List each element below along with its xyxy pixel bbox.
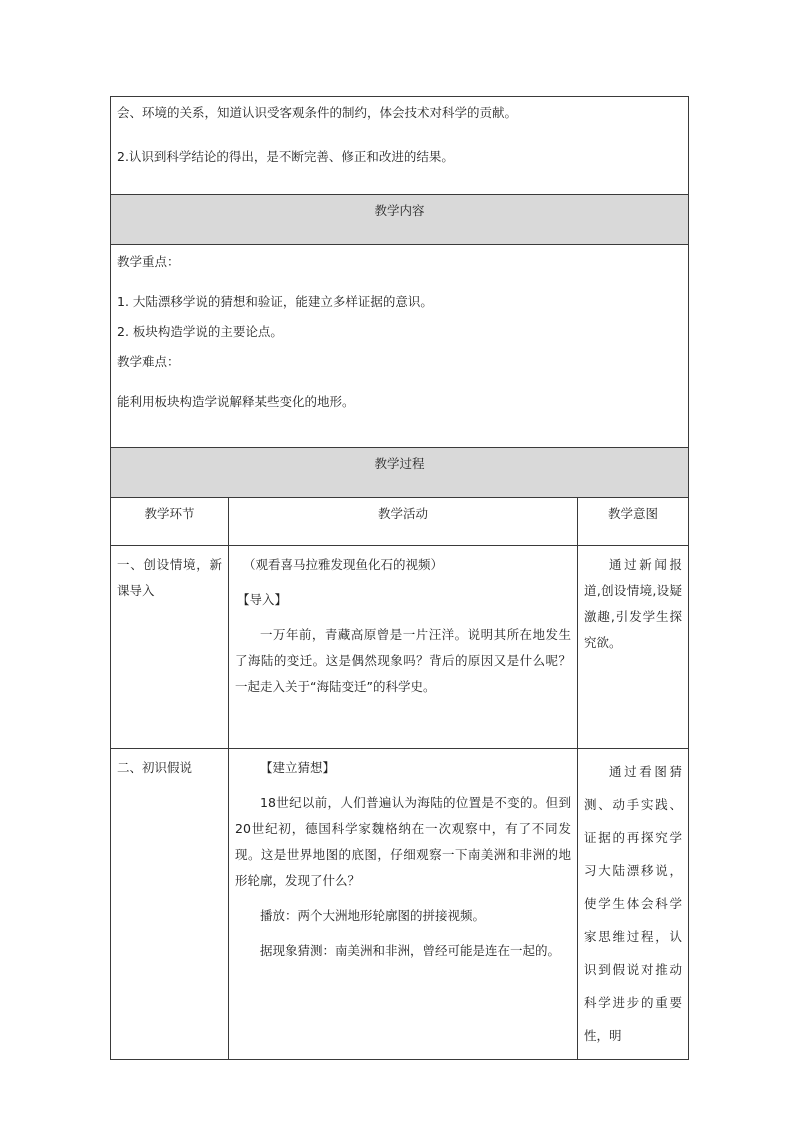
key-points-label: 教学重点：	[117, 254, 180, 269]
activity-1-line-1: （观看喜马拉雅发现鱼化石的视频）	[243, 557, 444, 572]
content-header: 教学内容	[111, 195, 689, 245]
goals-row	[111, 97, 689, 195]
key-point-1: 1. 大陆漂移学说的猜想和验证，能建立多样证据的意识。	[117, 294, 433, 309]
goals-line-1: 会、环境的关系，知道认识受客观条件的制约，体会技术对科学的贡献。	[117, 105, 518, 120]
activity-2-line-3: 播放：两个大洲地形轮廓图的拼接视频。	[260, 908, 486, 923]
stage-cell-2: 二、初识假说	[111, 749, 229, 1060]
process-header-row	[111, 448, 689, 498]
process-row-2	[111, 749, 689, 1060]
content-header-row	[111, 195, 689, 245]
process-columns-row	[111, 498, 689, 546]
column-header-stage: 教学环节	[111, 498, 229, 546]
activity-2-line-1: 【建立猜想】	[260, 760, 336, 775]
column-header-intent: 教学意图	[578, 498, 689, 546]
goals-line-2: 2.认识到科学结论的得出，是不断完善、修正和改进的结果。	[117, 149, 454, 164]
activity-cell-2	[229, 749, 578, 1060]
lesson-plan-table	[110, 96, 689, 1060]
activity-2-line-4: 据现象猜测：南美洲和非洲，曾经可能是连在一起的。	[260, 943, 561, 958]
intent-cell-1: 通过新闻报道,创设情境,设疑激趣,引发学生探究欲。	[578, 546, 689, 749]
difficult-point-text: 能利用板块构造学说解释某些变化的地形。	[117, 394, 355, 409]
lesson-plan-page	[110, 96, 688, 1060]
key-point-2: 2. 板块构造学说的主要论点。	[117, 324, 283, 339]
intent-cell-2: 通过看图猜测、动手实践、证据的再探究学习大陆漂移说，使学生体会科学家思维过程，认识到假说对推动科学进步的重要性，明	[578, 749, 689, 1060]
activity-cell-1	[229, 546, 578, 749]
stage-cell-1: 一、创设情境，新课导入	[111, 546, 229, 749]
activity-1-line-2: 【导入】	[237, 592, 288, 607]
activity-2-line-2: 18世纪以前，人们普遍认为海陆的位置是不变的。但到20世纪初，德国科学家魏格纳在一次观察中，有了不同发现。这是世界地图的底图，仔细观察一下南美洲和非洲的地形轮廓，发现了什么？	[235, 795, 571, 888]
process-row-1	[111, 546, 689, 749]
goals-cell	[111, 97, 689, 195]
difficult-points-label: 教学难点：	[117, 354, 180, 369]
content-row	[111, 245, 689, 448]
column-header-activity: 教学活动	[229, 498, 578, 546]
process-header: 教学过程	[111, 448, 689, 498]
activity-1-line-3: 一万年前，青藏高原曾是一片汪洋。说明其所在地发生了海陆的变迁。这是偶然现象吗？背后的原因又是什么呢？一起走入关于“海陆变迁”的科学史。	[235, 627, 571, 694]
content-cell	[111, 245, 689, 448]
